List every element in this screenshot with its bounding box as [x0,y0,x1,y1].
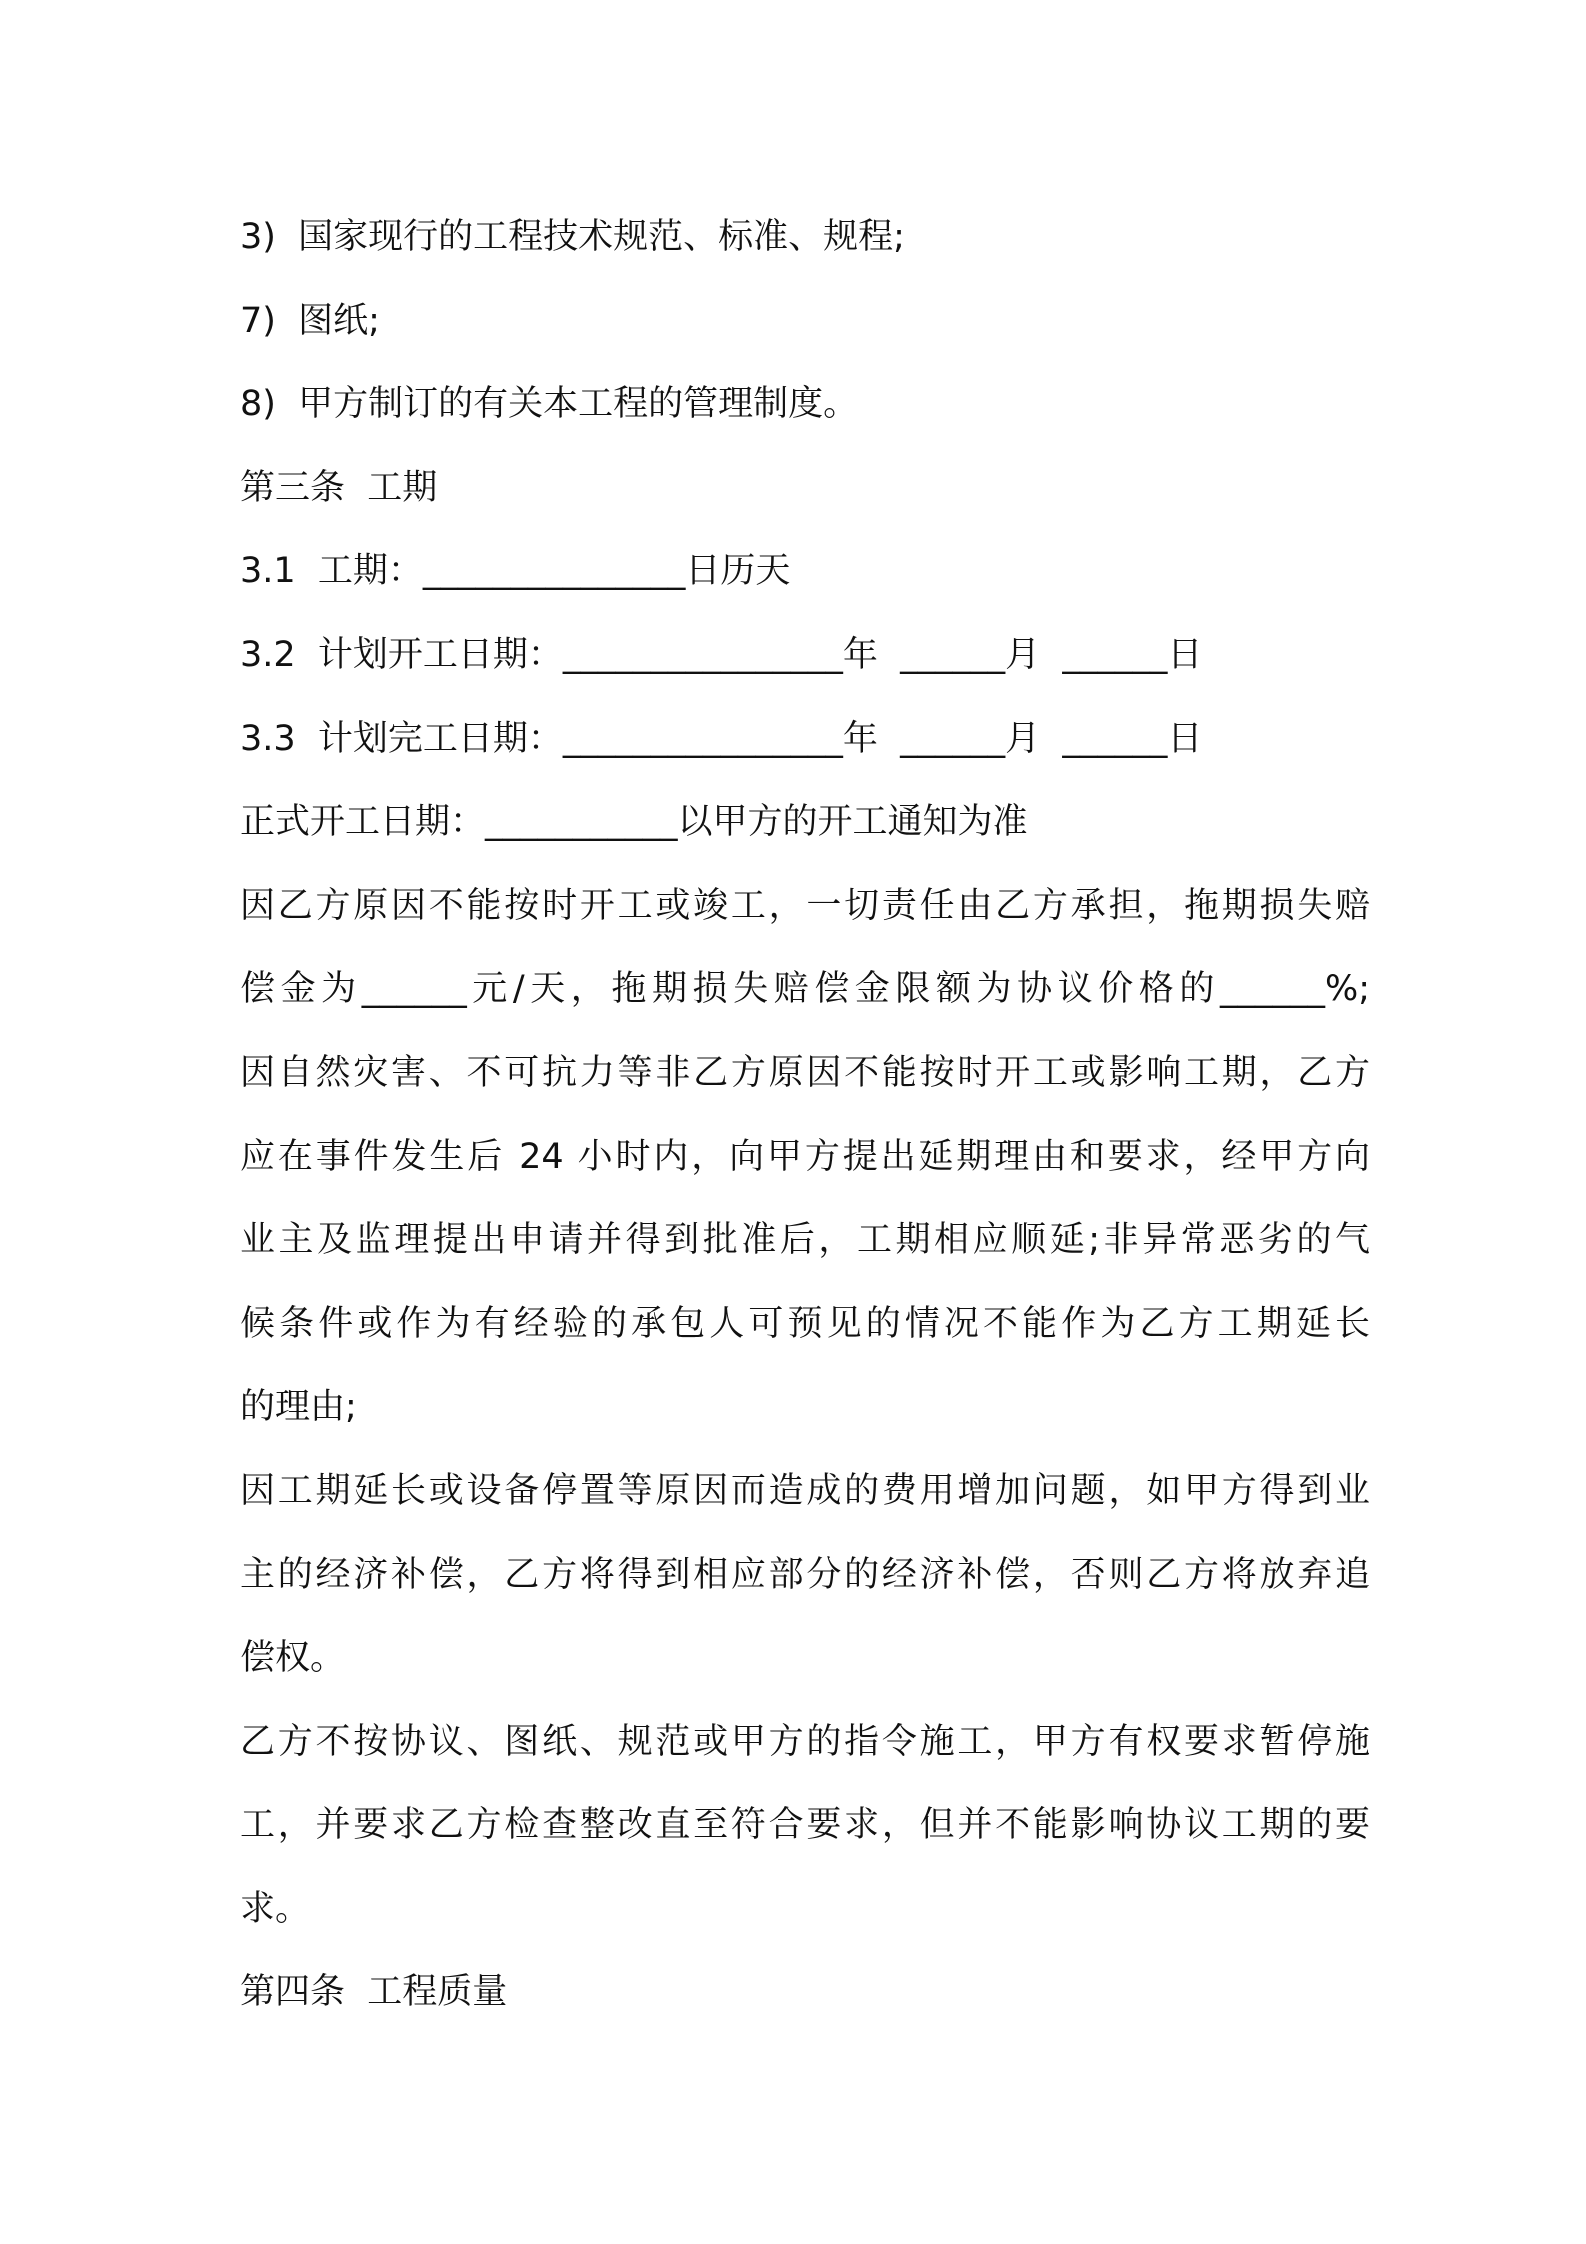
basis-item-3: 3) 国家现行的工程技术规范、标准、规程; [240,217,905,257]
text-line: 的理由; [240,1387,357,1428]
text-line: 工，并要求乙方检查整改直至符合要求，但并不能影响协议工期的要 [240,1805,1370,1846]
clause-3-1-duration: 3.1 工期：_______________日历天 [240,551,791,592]
text-line: 因乙方原因不能按时开工或竣工，一切责任由乙方承担，拖期损失赔 [240,885,1370,926]
clause-3-2-planned-start: 3.2 计划开工日期：________________年 ______月 ______日 [240,634,1203,675]
document-body [240,196,1370,2035]
paragraph-suspension [240,1701,1370,1952]
text-line: 求。 [240,1888,311,1929]
basis-item-8: 8) 甲方制订的有关本工程的管理制度。 [240,384,859,425]
section-heading-article-4: 第四条 工程质量 [240,1972,508,2013]
section-heading-article-3: 第三条 工期 [240,467,438,508]
text-line: 主的经济补偿，乙方将得到相应部分的经济补偿，否则乙方将放弃追 [240,1554,1370,1595]
text-line: 偿权。 [240,1638,346,1679]
paragraph-cost-compensation [240,1450,1370,1701]
paragraph-force-majeure [240,1032,1370,1450]
text-line: 因工期延长或设备停置等原因而造成的费用增加问题，如甲方得到业 [240,1470,1370,1511]
text-line: 业主及监理提出申请并得到批准后，工期相应顺延;非异常恶劣的气 [240,1220,1370,1261]
text-line: 因自然灾害、不可抗力等非乙方原因不能按时开工或影响工期，乙方 [240,1052,1370,1093]
paragraph-delay-liability [240,865,1370,1032]
text-line: 候条件或作为有经验的承包人可预见的情况不能作为乙方工期延长 [240,1303,1370,1344]
basis-item-7: 7) 图纸; [240,300,380,341]
official-start-date: 正式开工日期：___________以甲方的开工通知为准 [240,802,1028,843]
text-line: 应在事件发生后 24 小时内，向甲方提出延期理由和要求，经甲方向 [240,1136,1370,1177]
text-line: 偿金为______元/天，拖期损失赔偿金限额为协议价格的______%; [240,969,1370,1010]
clause-3-3-planned-completion: 3.3 计划完工日期：________________年 ______月 ______日 [240,718,1203,759]
text-line: 乙方不按协议、图纸、规范或甲方的指令施工，甲方有权要求暂停施 [240,1721,1370,1762]
